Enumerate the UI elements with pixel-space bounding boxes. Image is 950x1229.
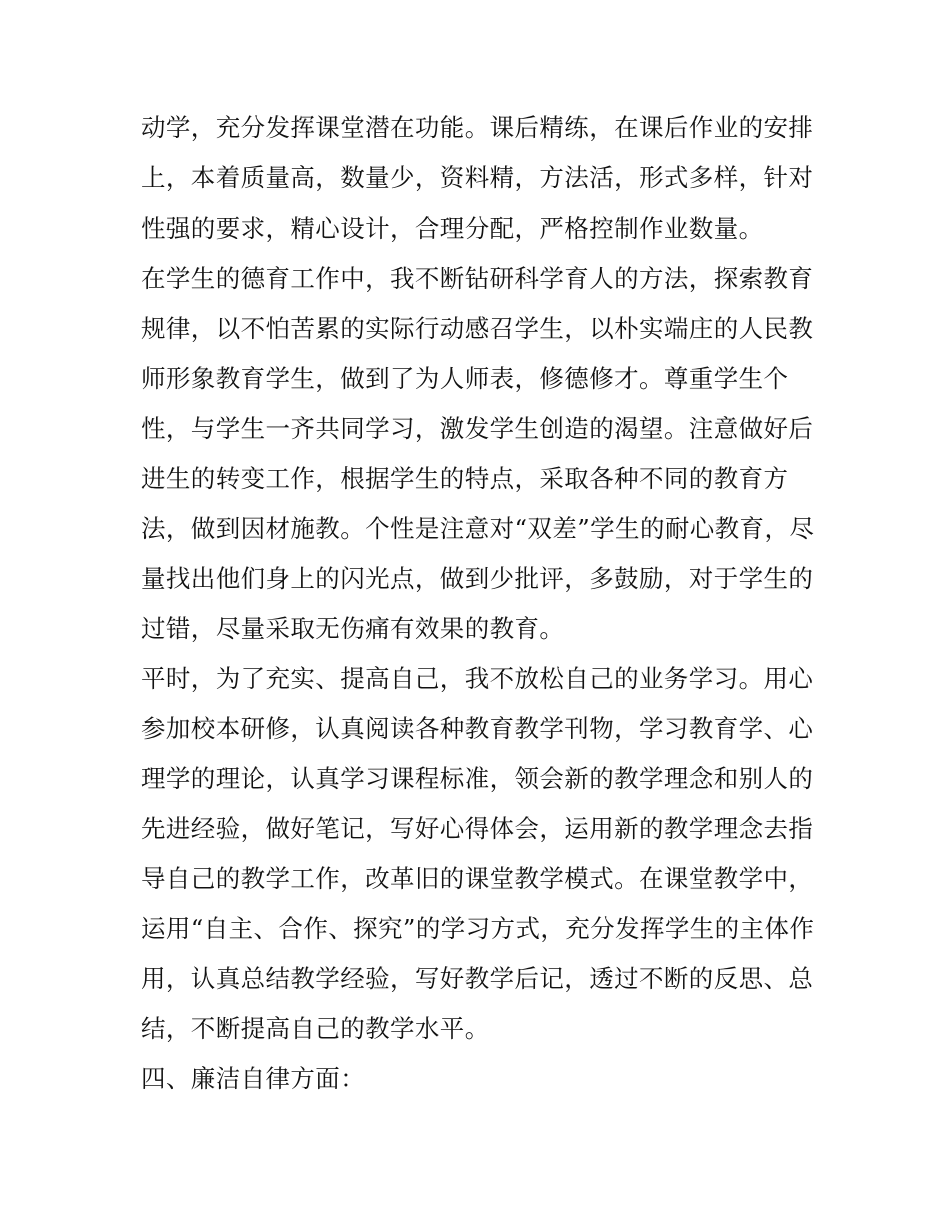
text-line: 法，做到因材施教。个性是注意对“双差”学生的耐心教育，尽	[141, 514, 815, 543]
text-line: 量找出他们身上的闪光点，做到少批评，多鼓励，对于学生的	[141, 564, 814, 593]
text-line: 性，与学生一齐共同学习，激发学生创造的渴望。注意做好后	[141, 414, 814, 443]
text-line: 导自己的教学工作，改革旧的课堂教学模式。在课堂教学中，	[141, 864, 814, 893]
text-line: 运用“自主、合作、探究”的学习方式，充分发挥学生的主体作	[141, 914, 815, 943]
text-line: 进生的转变工作，根据学生的特点，采取各种不同的教育方	[141, 464, 789, 493]
section-heading: 四、廉洁自律方面：	[141, 1064, 366, 1093]
text-line: 用，认真总结教学经验，写好教学后记，透过不断的反思、总	[141, 964, 814, 993]
text-line: 平时，为了充实、提高自己，我不放松自己的业务学习。用心	[141, 664, 814, 693]
text-line: 先进经验，做好笔记，写好心得体会，运用新的教学理念去指	[141, 814, 814, 843]
text-line: 师形象教育学生，做到了为人师表，修德修才。尊重学生个	[141, 364, 789, 393]
text-line: 上，本着质量高，数量少，资料精，方法活，形式多样，针对	[141, 163, 814, 192]
text-line: 过错，尽量采取无伤痛有效果的教育。	[141, 614, 565, 643]
text-line: 参加校本研修，认真阅读各种教育教学刊物，学习教育学、心	[141, 714, 814, 743]
text-line: 规律，以不怕苦累的实际行动感召学生，以朴实端庄的人民教	[141, 314, 814, 343]
text-line: 结，不断提高自己的教学水平。	[141, 1014, 490, 1043]
text-line: 动学，充分发挥课堂潜在功能。课后精练，在课后作业的安排	[141, 113, 814, 142]
text-line: 性强的要求，精心设计，合理分配，严格控制作业数量。	[141, 214, 764, 243]
text-line: 在学生的德育工作中，我不断钻研科学育人的方法，探索教育	[141, 264, 814, 293]
text-line: 理学的理论，认真学习课程标准，领会新的教学理念和别人的	[141, 764, 814, 793]
